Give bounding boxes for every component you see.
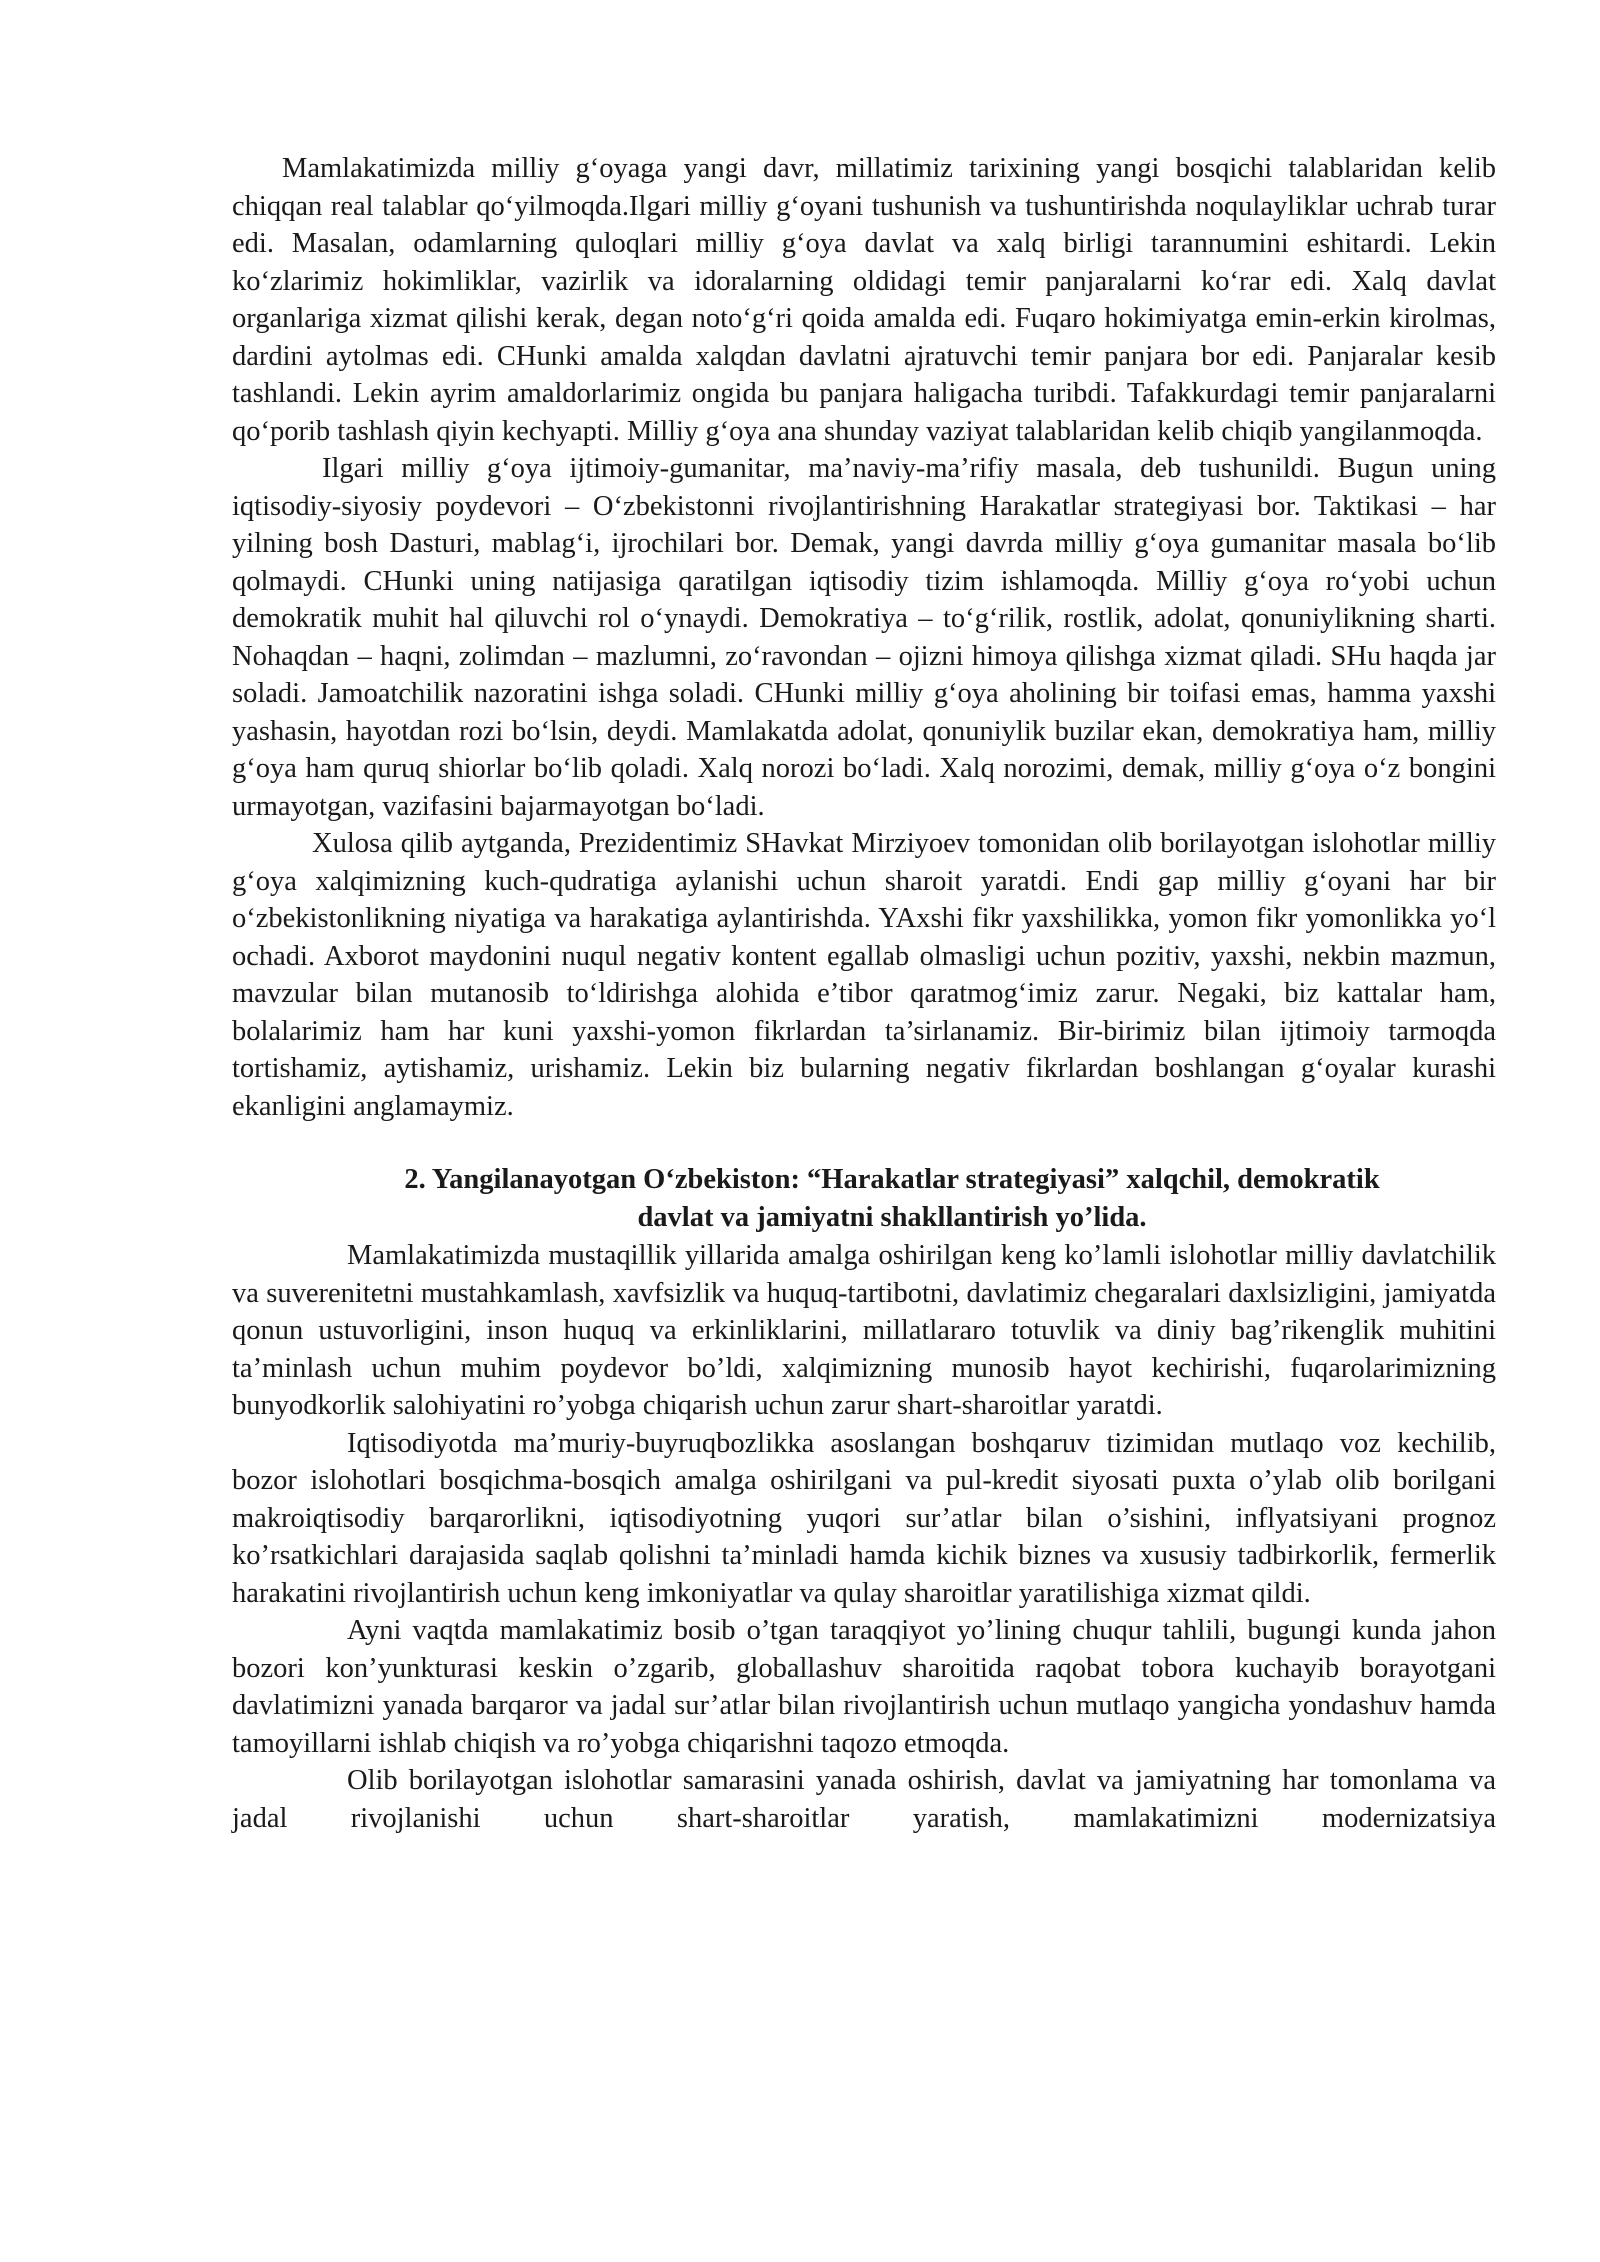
document-page <box>232 150 1496 1837</box>
paragraph: Mamlakatimizda mustaqillik yillarida amalga oshirilgan keng ko’lamli islohotlar milliy davlatchilik va suverenitetni mustahkamlash, xavfsizlik va huquq-tartibotni, davlatimiz chegaralari daxlsizligini, jamiyatda qonun ustuvorligini, inson huquq va erkinliklarini, millatlararo totuvlik va diniy bag’rikenglik muhitini ta’minlash uchun muhim poydevor bo’ldi, xalqimizning munosib hayot kechirishi, fuqarolarimizning bunyodkorlik salohiyatini ro’yobga chiqarish uchun zarur shart-sharoitlar yaratdi. <box>232 1240 1496 1421</box>
paragraph: Mamlakatimizda milliy g‘oyaga yangi davr, millatimiz tarixining yangi bosqichi talablaridan kelib chiqqan real talablar qo‘yilmoqda.Ilgari milliy g‘oyani tushunish va tushuntirishda noqulayliklar uchrab turar edi. Masalan, odamlarning quloqlari milliy g‘oya davlat va xalq birligi tarannumini eshitardi. Lekin ko‘zlarimiz hokimliklar, vazirlik va idoralarning oldidagi temir panjaralarni ko‘rar edi. Xalq davlat organlariga xizmat qilishi kerak, degan noto‘g‘ri qoida amalda edi. Fuqaro hokimiyatga emin-erkin kirolmas, dardini aytolmas edi. CHunki amalda xalqdan davlatni ajratuvchi temir panjara bor edi. Panjaralar kesib tashlandi. Lekin ayrim amaldorlarimiz ongida bu panjara haligacha turibdi. Tafakkurdagi temir panjaralarni qo‘porib tashlash qiyin kechyapti. Milliy g‘oya ana shunday vaziyat talablaridan kelib chiqib yangilanmoqda. <box>232 153 1496 447</box>
paragraph: Iqtisodiyotda ma’muriy-buyruqbozlikka asoslangan boshqaruv tizimidan mutlaqo voz kechilib, bozor islohotlari bosqichma-bosqich amalga oshirilgani va pul-kredit siyosati puxta o’ylab olib borilgani makroiqtisodiy barqarorlikni, iqtisodiyotning yuqori sur’atlar bilan o’sishini, inflyatsiyani prognoz ko’rsatkichlari darajasida saqlab qolishni ta’minladi hamda kichik biznes va xususiy tadbirkorlik, fermerlik harakatini rivojlantirish uchun keng imkoniyatlar va qulay sharoitlar yaratilishiga xizmat qildi. <box>232 1427 1496 1609</box>
paragraph: Ayni vaqtda mamlakatimiz bosib o’tgan taraqqiyot yo’lining chuqur tahlili, bugungi kunda jahon bozori kon’yunkturasi keskin o’zgarib, globallashuv sharoitida raqobat tobora kuchayib borayotgani davlatimizni yanada barqaror va jadal sur’atlar bilan rivojlantirish uchun mutlaqo yangicha yondashuv hamda tamoyillarni ishlab chiqish va ro’yobga chiqarishni taqozo etmoqda. <box>232 1615 1496 1759</box>
paragraph: Xulosa qilib aytganda, Prezidentimiz SHavkat Mirziyoev tomonidan olib borilayotgan islohotlar milliy g‘oya xalqimizning kuch-qudratiga aylanishi uchun sharoit yaratdi. Endi gap milliy g‘oyani har bir o‘zbekistonlikning niyatiga va harakatiga aylantirishda. YAxshi fikr yaxshilikka, yomon fikr yomonlikka yo‘l ochadi. Axborot maydonini nuqul negativ kontent egallab olmasligi uchun pozitiv, yaxshi, nekbin mazmun, mavzular bilan mutanosib to‘ldirishga alohida e’tibor qaratmog‘imiz zarur. Negaki, biz kattalar ham, bolalarimiz ham har kuni yaxshi-yomon fikrlardan ta’sirlanamiz. Bir-birimiz bilan ijtimoiy tarmoqda tortishamiz, aytishamiz, urishamiz. Lekin biz bularning negativ fikrlardan boshlangan g‘oyalar kurashi ekanligini anglamaymiz. <box>232 828 1496 1122</box>
section-heading <box>232 1161 1496 1237</box>
section-heading-line: davlat va jamiyatni shakllantirish yo’lida. <box>637 1202 1147 1233</box>
section-heading-line: 2. Yangilanayotgan O‘zbekiston: “Harakatlar strategiyasi” xalqchil, demokratik <box>404 1164 1380 1195</box>
paragraph: Ilgari milliy g‘oya ijtimoiy-gumanitar, ma’naviy-ma’rifiy masala, deb tushunildi. Bugun uning iqtisodiy-siyosiy poydevori – O‘zbekistonni rivojlantirishning Harakatlar strategiyasi bor. Taktikasi – har yilning bosh Dasturi, mablag‘i, ijrochilari bor. Demak, yangi davrda milliy g‘oya gumanitar masala bo‘lib qolmaydi. CHunki uning natijasiga qaratilgan iqtisodiy tizim ishlamoqda. Milliy g‘oya ro‘yobi uchun demokratik muhit hal qiluvchi rol o‘ynaydi. Demokratiya – to‘g‘rilik, rostlik, adolat, qonuniylikning sharti. Nohaqdan – haqni, zolimdan – mazlumni, zo‘ravondan – ojizni himoya qilishga xizmat qiladi. SHu haqda jar soladi. Jamoatchilik nazoratini ishga soladi. CHunki milliy g‘oya aholining bir toifasi emas, hamma yaxshi yashasin, hayotdan rozi bo‘lsin, deydi. Mamlakatda adolat, qonuniylik buzilar ekan, demokratiya ham, milliy g‘oya ham quruq shiorlar bo‘lib qoladi. Xalq norozi bo‘ladi. Xalq norozimi, demak, milliy g‘oya o‘z bongini urmayotgan, vazifasini bajarmayotgan bo‘ladi. <box>232 453 1496 822</box>
paragraph: Olib borilayotgan islohotlar samarasini yanada oshirish, davlat va jamiyatning har tomonlama va jadal rivojlanishi uchun shart-sharoitlar yaratish, mamlakatimizni modernizatsiya <box>232 1765 1496 1834</box>
